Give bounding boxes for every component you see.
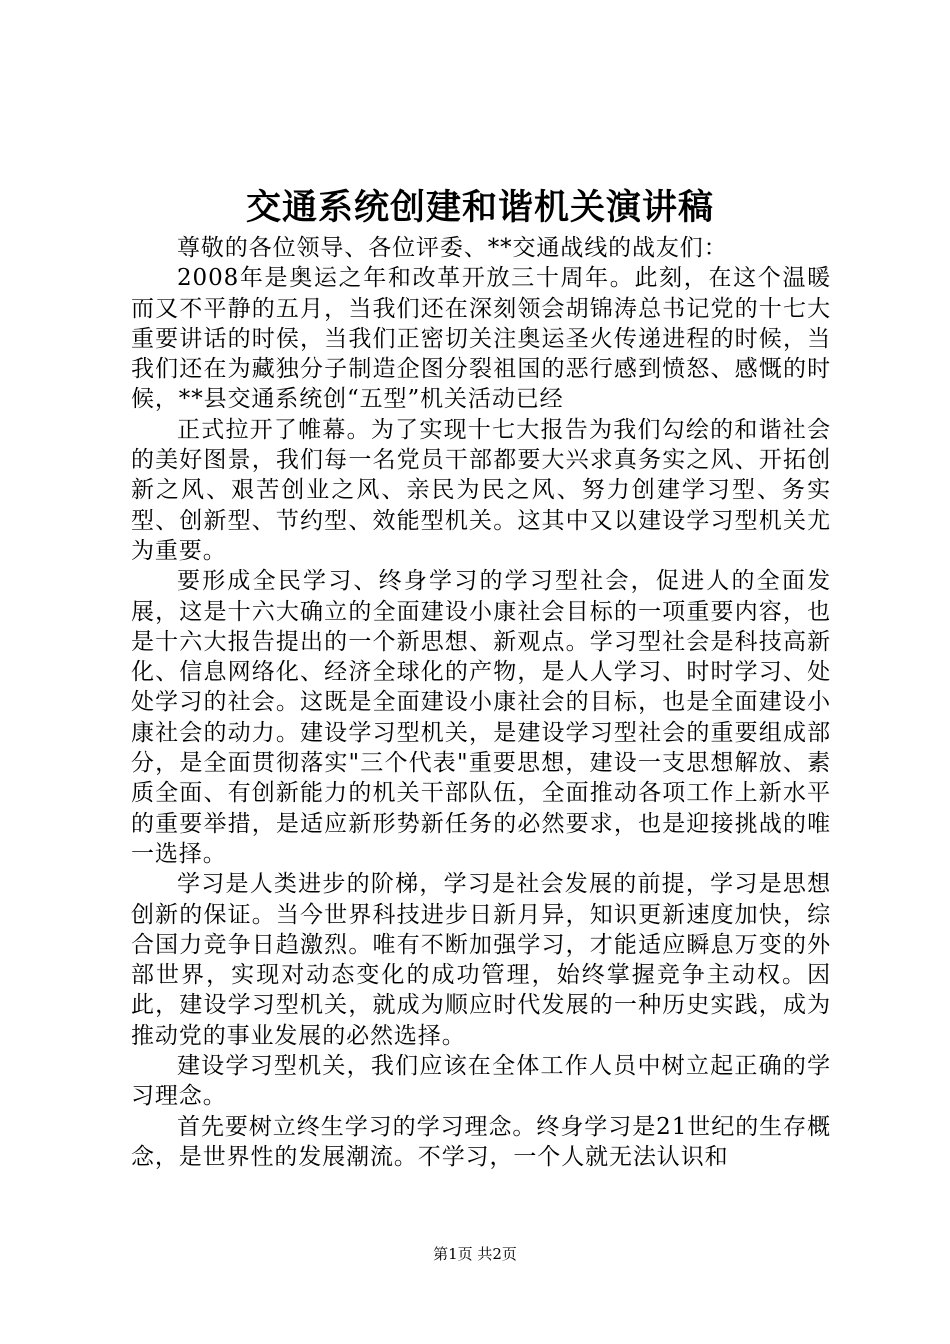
paragraph: 2008年是奥运之年和改革开放三十周年。此刻，在这个温暖而又不平静的五月，当我们还在深刻领会胡锦涛总书记党的十七大重要讲话的时侯，当我们正密切关注奥运圣火传递进程的时候，当我们还在为藏独分子制造企图分裂祖国的恶行感到愤怒、感慨的时候，**县交通系统创“五型”机关活动已经 [131, 265, 831, 413]
document-body [131, 233, 831, 1172]
paragraph-salutation: 尊敬的各位领导、各位评委、**交通战线的战友们： [177, 235, 728, 261]
paragraph: 要形成全民学习、终身学习的学习型社会，促进人的全面发展，这是十六大确立的全面建设小康社会目标的一项重要内容，也是十六大报告提出的一个新思想、新观点。学习型社会是科技高新化、信息网络化、经济全球化的产物，是人人学习、时时学习、处处学习的社会。这既是全面建设小康社会的目标，也是全面建设小康社会的动力。建设学习型机关，是建设学习型社会的重要组成部分，是全面贯彻落实"三个代表"重要思想，建设一支思想解放、素质全面、有创新能力的机关干部队伍，全面推动各项工作上新水平的重要举措，是适应新形势新任务的必然要求，也是迎接挑战的唯一选择。 [131, 568, 831, 867]
paragraph: 首先要树立终生学习的学习理念。终身学习是21世纪的生存概念，是世界性的发展潮流。不学习，一个人就无法认识和 [131, 1113, 831, 1170]
paragraph: 正式拉开了帷幕。为了实现十七大报告为我们勾绘的和谐社会的美好图景，我们每一名党员干部都要大兴求真务实之风、开拓创新之风、艰苦创业之风、亲民为民之风、努力创建学习型、务实型、创新型、节约型、效能型机关。这其中又以建设学习型机关尤为重要。 [131, 416, 831, 564]
document-title: 交通系统创建和谐机关演讲稿 [245, 188, 714, 228]
paragraph: 学习是人类进步的阶梯，学习是社会发展的前提，学习是思想创新的保证。当今世界科技进步日新月异，知识更新速度加快，综合国力竞争日趋激烈。唯有不断加强学习，才能适应瞬息万变的外部世界，实现对动态变化的成功管理，始终掌握竞争主动权。因此，建设学习型机关，就成为顺应时代发展的一种历史实践，成为推动党的事业发展的必然选择。 [131, 871, 831, 1049]
page-number-footer: 第1页 共2页 [433, 1245, 517, 1263]
paragraph: 建设学习型机关，我们应该在全体工作人员中树立起正确的学习理念。 [131, 1053, 831, 1110]
